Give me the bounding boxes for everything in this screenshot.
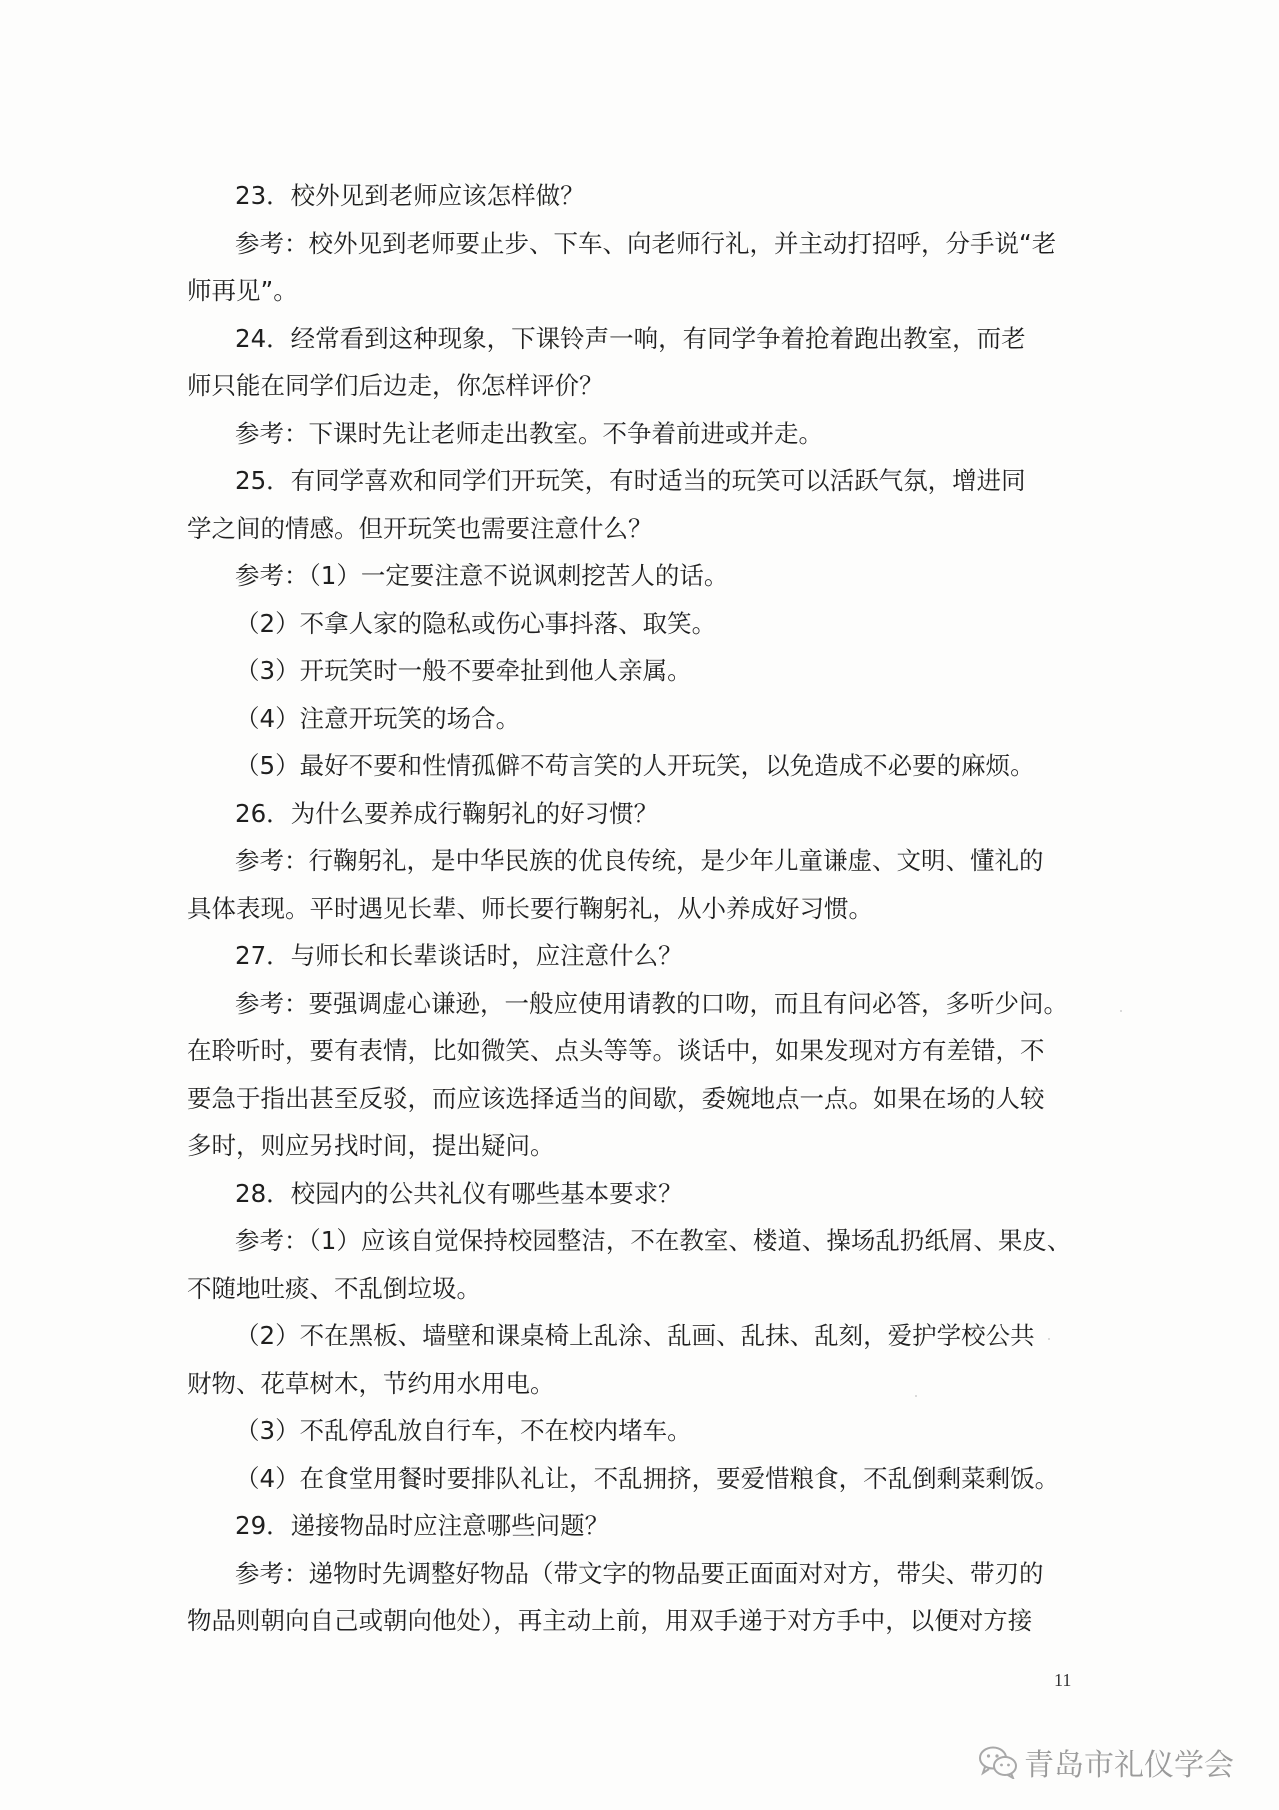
- answer-28-item-3: （3）不乱停乱放自行车，不在校内堵车。: [235, 1416, 692, 1445]
- answer-23-line-2: 师再见”。: [187, 276, 298, 305]
- question-29: 29．递接物品时应注意哪些问题？: [235, 1511, 610, 1540]
- answer-25-item-4: （4）注意开玩笑的场合。: [235, 703, 521, 733]
- document-body: [187, 172, 1079, 1645]
- answer-27-line-4: 多时，则应另找时间，提出疑问。: [187, 1131, 555, 1160]
- answer-29-line-2: 物品则朝向自己或朝向他处），再主动上前，用双手递于对方手中，以便对方接: [187, 1606, 1033, 1635]
- answer-25-item-5: （5）最好不要和性情孤僻不苟言笑的人开玩笑，以免造成不必要的麻烦。: [235, 751, 1035, 780]
- scan-speck: [915, 1395, 917, 1397]
- answer-23-line-1: 参考：校外见到老师要止步、下车、向老师行礼，并主动打招呼，分手说“老: [235, 228, 1057, 258]
- answer-29-line-1: 参考：递物时先调整好物品（带文字的物品要正面面对对方，带尖、带刃的: [235, 1558, 1044, 1588]
- answer-28-item-2-line-2: 财物、花草树木，节约用水用电。: [187, 1368, 555, 1398]
- question-25-line-1: 25．有同学喜欢和同学们开玩笑，有时适当的玩笑可以活跃气氛，增进同: [235, 466, 1026, 495]
- page-number: 11: [1054, 1670, 1072, 1690]
- answer-28-item-1-line-2: 不随地吐痰、不乱倒垃圾。: [187, 1273, 481, 1303]
- answer-25-item-1: 参考：（1）一定要注意不说讽刺挖苦人的话。: [235, 561, 729, 590]
- question-26: 26．为什么要养成行鞠躬礼的好习惯？: [235, 798, 659, 828]
- answer-24: 参考：下课时先让老师走出教室。不争着前进或并走。: [235, 418, 823, 448]
- answer-28-item-2-line-1: （2）不在黑板、墙壁和课桌椅上乱涂、乱画、乱抹、乱刻，爱护学校公共: [235, 1321, 1035, 1350]
- scan-speck: [1048, 1338, 1050, 1340]
- answer-26-line-2: 具体表现。平时遇见长辈、师长要行鞠躬礼，从小养成好习惯。: [187, 893, 873, 923]
- answer-25-item-3: （3）开玩笑时一般不要牵扯到他人亲属。: [235, 656, 692, 685]
- wechat-icon: [978, 1745, 1018, 1779]
- answer-27-line-3: 要急于指出甚至反驳，而应该选择适当的间歇，委婉地点一点。如果在场的人较: [187, 1083, 1045, 1113]
- question-28: 28．校园内的公共礼仪有哪些基本要求？: [235, 1178, 683, 1208]
- answer-26-line-1: 参考：行鞠躬礼，是中华民族的优良传统，是少年儿童谦虚、文明、懂礼的: [235, 846, 1044, 875]
- question-25-line-2: 学之间的情感。但开玩笑也需要注意什么？: [187, 513, 653, 543]
- answer-28-item-1-line-1: 参考：（1）应该自觉保持校园整洁，不在教室、楼道、操场乱扔纸屑、果皮、: [235, 1226, 1072, 1255]
- answer-25-item-2: （2）不拿人家的隐私或伤心事抖落、取笑。: [235, 608, 717, 638]
- watermark-text: 青岛市礼仪学会: [1024, 1748, 1234, 1783]
- question-23: 23．校外见到老师应该怎样做？: [235, 181, 585, 210]
- question-27: 27．与师长和长辈谈话时，应注意什么？: [235, 941, 683, 970]
- question-24-line-1: 24．经常看到这种现象，下课铃声一响，有同学争着抢着跑出教室，而老: [235, 323, 1026, 353]
- scan-speck: [1120, 1010, 1122, 1012]
- question-24-line-2: 师只能在同学们后边走，你怎样评价？: [187, 371, 604, 400]
- answer-27-line-2: 在聆听时，要有表情，比如微笑、点头等等。谈话中，如果发现对方有差错，不: [187, 1036, 1045, 1065]
- answer-27-line-1: 参考：要强调虚心谦逊，一般应使用请教的口吻，而且有问必答，多听少问。: [235, 988, 1068, 1018]
- watermark: [978, 1740, 1234, 1784]
- answer-28-item-4: （4）在食堂用餐时要排队礼让，不乱拥挤，要爱惜粮食，不乱倒剩菜剩饭。: [235, 1463, 1060, 1493]
